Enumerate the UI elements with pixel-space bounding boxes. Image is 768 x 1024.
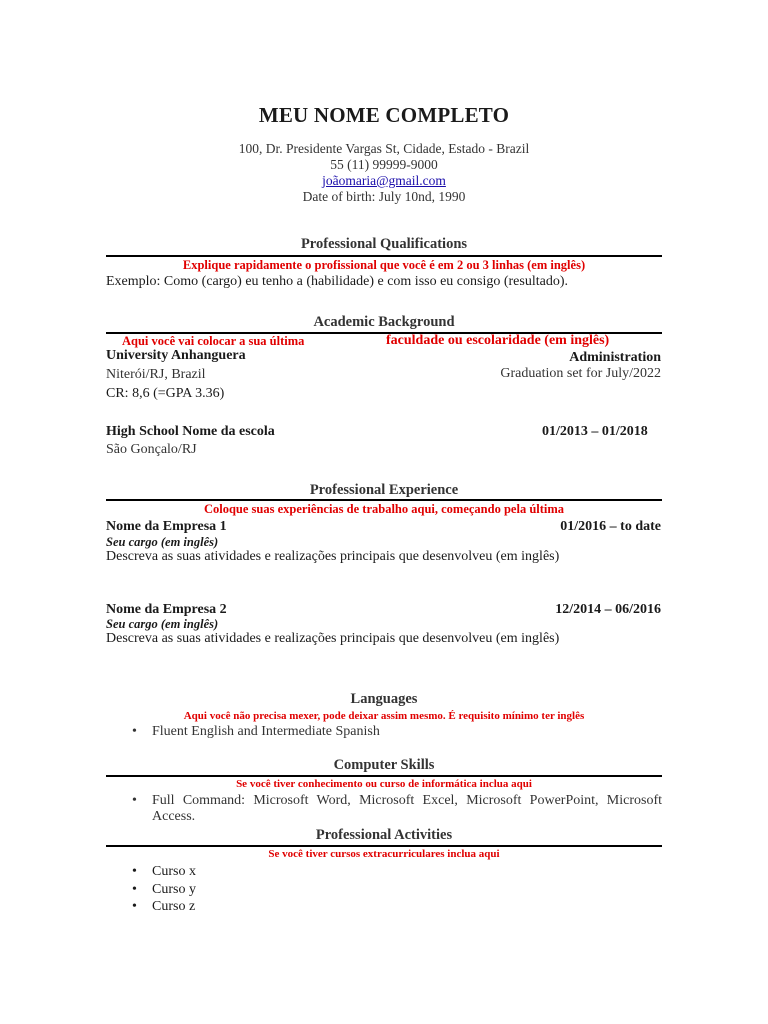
computer-skills-list	[132, 793, 662, 825]
school-location: Niterói/RJ, Brazil	[106, 367, 206, 382]
hint-languages: Aqui você não precisa mexer, pode deixar assim mesmo. É requisito mínimo ter inglês	[183, 710, 585, 722]
list-item: • Curso x	[132, 863, 432, 881]
hint-experience: Coloque suas experiências de trabalho aqui, começando pela última	[203, 502, 565, 516]
graduation-date: Graduation set for July/2022	[500, 366, 661, 381]
job-description: Descreva as suas atividades e realizações principais que desenvolveu (em inglês)	[106, 549, 560, 564]
languages-list	[132, 724, 662, 740]
job-role: Seu cargo (em inglês)	[106, 535, 219, 549]
section-heading-academic: Academic Background	[313, 314, 455, 330]
school-dates: 01/2013 – 01/2018	[542, 424, 648, 439]
job-dates: 01/2016 – to date	[560, 519, 661, 534]
activities-list	[132, 863, 432, 916]
section-divider	[106, 255, 662, 257]
hint-academic-left: Aqui você vai colocar a sua última	[122, 334, 305, 348]
phone: 55 (11) 99999-9000	[330, 157, 438, 172]
gpa: CR: 8,6 (=GPA 3.36)	[106, 386, 225, 401]
list-item: • Curso z	[132, 898, 432, 916]
section-divider	[106, 845, 662, 847]
section-divider	[106, 499, 662, 501]
list-item: • Curso y	[132, 881, 432, 899]
section-heading-languages: Languages	[350, 691, 418, 707]
job-role: Seu cargo (em inglês)	[106, 617, 219, 631]
list-item: • Fluent English and Intermediate Spanish	[132, 724, 662, 740]
contact-block	[0, 141, 768, 205]
section-divider	[106, 775, 662, 777]
job-dates: 12/2014 – 06/2016	[555, 602, 661, 617]
job-description: Descreva as suas atividades e realizações principais que desenvolveu (em inglês)	[106, 631, 560, 646]
list-item: • Full Command: Microsoft Word, Microsoft Excel, Microsoft PowerPoint, Microsoft Access.	[132, 793, 662, 825]
section-heading-activities: Professional Activities	[315, 827, 453, 843]
section-heading-qualifications: Professional Qualifications	[300, 236, 468, 252]
school-name: High School Nome da escola	[106, 424, 275, 439]
hint-computer: Se você tiver conhecimento ou curso de informática inclua aqui	[236, 778, 532, 790]
hint-academic-right: faculdade ou escolaridade (em inglês)	[386, 333, 610, 348]
company-name: Nome da Empresa 2	[106, 602, 227, 617]
email-link[interactable]: joãomaria@gmail.com	[322, 173, 446, 188]
hint-qualifications: Explique rapidamente o profissional que você é em 2 ou 3 linhas (em inglês)	[182, 258, 586, 272]
company-name: Nome da Empresa 1	[106, 519, 227, 534]
resume-name: MEU NOME COMPLETO	[258, 103, 510, 127]
school-name: University Anhanguera	[106, 348, 246, 363]
hint-activities: Se você tiver cursos extracurriculares inclua aqui	[268, 848, 500, 860]
qualifications-text: Exemplo: Como (cargo) eu tenho a (habilidade) e com isso eu consigo (resultado).	[106, 274, 568, 289]
section-heading-computer: Computer Skills	[333, 757, 435, 773]
section-heading-experience: Professional Experience	[309, 482, 459, 498]
course-name: Administration	[569, 350, 661, 365]
school-location: São Gonçalo/RJ	[106, 442, 197, 457]
birth-date: Date of birth: July 10nd, 1990	[302, 189, 466, 204]
address: 100, Dr. Presidente Vargas St, Cidade, Estado - Brazil	[238, 141, 530, 156]
